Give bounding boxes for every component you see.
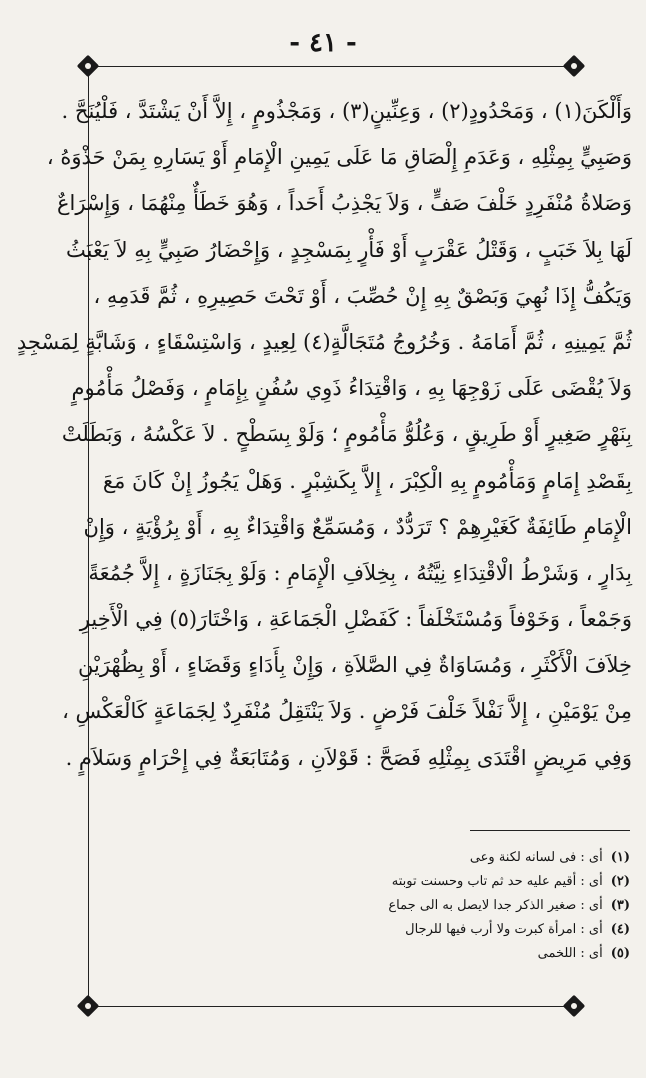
corner-ornament-icon xyxy=(77,995,100,1018)
footnote-text: أى : صغير الذكر جدا لايصل به الى جماع xyxy=(388,898,603,913)
top-border-rule xyxy=(96,66,574,67)
footnote-number: (٥) xyxy=(610,946,630,961)
footnote xyxy=(330,846,630,870)
text-line: ثُمَّ يَمِينِهِ ، ثُمَّ أَمَامَهُ . وَخُرُوجُ مُتَجَالَّةٍ(٤) لِعِيدٍ ، وَاسْتِسْقَاءٍ ، وَشَابَّةٍ لِمَسْجِدٍ xyxy=(16,329,632,354)
footnote-number: (٤) xyxy=(610,922,630,937)
footnote-text: أى : اللخمى xyxy=(537,946,603,961)
footnote xyxy=(330,918,630,942)
footnotes xyxy=(330,846,630,966)
text-line: مِنْ يَوْمَيْنِ ، إِلاَّ نَفْلاً خَلْفَ فَرْضٍ . وَلاَ يَنْتَقِلُ مُنْفَرِدٌ لِجَمَاعَةٍ كَالْعَكْسِ ، xyxy=(62,699,632,724)
footnote xyxy=(330,942,630,966)
footnote-text: أى : أقيم عليه حد ثم تاب وحسنت توبته xyxy=(391,874,603,889)
text-line: وَلاَ يُقْضَى عَلَى زَوْجِهَا بِهِ ، وَاقْتِدَاءُ ذَوِي سُفُنٍ بِإِمَامٍ ، وَفَصْلُ مَأْمُومٍ xyxy=(71,376,632,401)
text-line: بِقَصْدِ إِمَامٍ وَمَأْمُومٍ بِهِ الْكِبْرَ ، إِلاَّ بِكَشِبْرٍ . وَهَلْ يَجُوزُ إِنْ كَانَ مَعَ xyxy=(102,468,632,493)
text-line: وَفِي مَرِيضٍ اقْتَدَى بِمِثْلِهِ فَصَحَّ : قَوْلاَنِ ، وَمُتَابَعَةٌ فِي إِحْرَامٍ وَسَلاَمٍ . xyxy=(65,745,632,770)
main-text xyxy=(16,88,632,781)
footnote-number: (١) xyxy=(610,850,630,865)
footnote-text: أى : فى لسانه لكنة وعى xyxy=(469,850,603,865)
text-line: وَجَمْعاً ، وَخَوْفاً وَمُسْتَخْلَفاً : كَفَضْلِ الْجَمَاعَةِ ، وَاخْتَارَ(٥) فِي الْأَخِيرِ xyxy=(79,607,632,632)
footnote-number: (٣) xyxy=(610,898,630,913)
footnote-number: (٢) xyxy=(610,874,630,889)
text-line: بِنَهْرٍ صَغِيرٍ أَوْ طَرِيقٍ ، وَعُلُوُّ مَأْمُومٍ ؛ وَلَوْ بِسَطْحٍ . لاَ عَكْسُهُ ، وَبَطَلَتْ xyxy=(61,422,632,447)
footnote xyxy=(330,870,630,894)
corner-ornament-icon xyxy=(563,995,586,1018)
footnote xyxy=(330,894,630,918)
text-line: بِدَارٍ ، وَشَرْطُ الْاقْتِدَاءِ نِيَّتُهُ ، بِخِلاَفِ الْإِمَامِ : وَلَوْ بِجَنَازَةٍ ، إِلاَّ جُمُعَةً xyxy=(88,560,632,585)
text-line: وَصَبِيٍّ بِمِثْلِهِ ، وَعَدَمِ إِلْصَاقِ مَا عَلَى يَمِينِ الْإِمَامِ أَوْ يَسَارِهِ بِمَنْ حَذْوَهُ ، xyxy=(46,145,632,170)
text-line: خِلاَفَ الْأَكْثَرِ ، وَمُسَاوَاةٌ فِي الصَّلاَةِ ، وَإِنْ بِأَدَاءٍ وَقَضَاءٍ ، أَوْ بِظُهْرَيْنِ xyxy=(78,653,632,678)
page-number: - ٤١ - xyxy=(289,28,357,58)
text-line: لَهَا بِلاَ خَبَبٍ ، وَقَتْلُ عَقْرَبٍ أَوْ فَأْرٍ بِمَسْجِدٍ ، وَإِحْضَارُ صَبِيٍّ بِهِ لاَ يَعْبَثُ xyxy=(66,237,632,262)
corner-ornament-icon xyxy=(563,55,586,78)
text-line: وَيَكُفُّ إِذَا نُهِيَ وَبَصْقٌ بِهِ إِنْ حُصِّبَ ، أَوْ تَحْتَ حَصِيرِهِ ، ثُمَّ قَدَمِهِ ، xyxy=(93,283,632,308)
footnote-separator xyxy=(470,830,630,831)
bottom-border-rule xyxy=(96,1006,574,1007)
text-line: الْإِمَامِ طَائِفَةٌ كَغَيْرِهِمْ ؟ تَرَدُّدٌ ، وَمُسَمِّعٌ وَاقْتِدَاءٌ بِهِ ، أَوْ بِرُؤْيَةٍ ، وَإِنْ xyxy=(83,514,632,539)
footnote-text: أى : امرأة كبرت ولا أرب فيها للرجال xyxy=(405,922,603,937)
text-line: وَأَلْكَنَ(١) ، وَمَحْدُودٍ(٢) ، وَعِنِّينٍ(٣) ، وَمَجْذُومٍ ، إِلاَّ أَنْ يَشْتَدَّ ، فَلْيُنَحَّ . xyxy=(61,99,632,123)
corner-ornament-icon xyxy=(77,55,100,78)
text-line: وَصَلاةُ مُنْفَرِدٍ خَلْفَ صَفٍّ ، وَلاَ يَجْذِبُ أَحَداً ، وَهُوَ خَطَأٌ مِنْهُمَا ، وَإِسْرَاعٌ xyxy=(57,191,632,216)
